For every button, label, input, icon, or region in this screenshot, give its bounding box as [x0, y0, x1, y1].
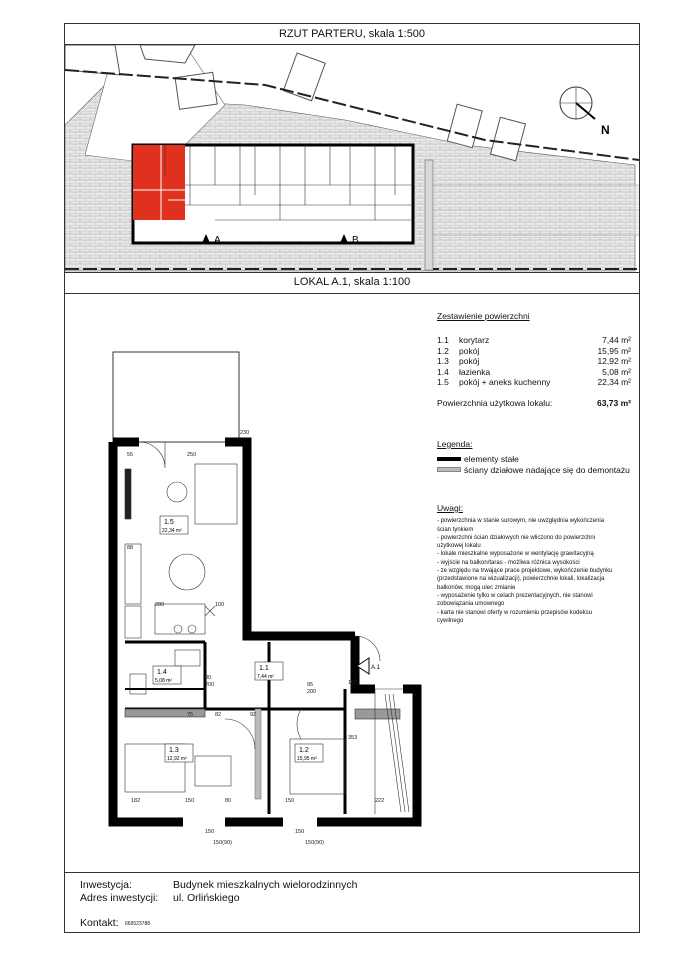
- dimension: 82: [215, 712, 222, 718]
- investment-label: Inwestycja:: [80, 879, 132, 891]
- note-line: - lokale mieszkalne wyposażone w wentylację grawitacyjną: [437, 551, 594, 558]
- room-number: 1.4: [157, 669, 167, 676]
- room-area: 5,08 m²: [155, 678, 172, 684]
- dimension: 105: [348, 680, 358, 686]
- divider: [65, 872, 639, 873]
- dimension: 182: [131, 798, 141, 804]
- dimension: 80: [225, 798, 232, 804]
- note-line: - karta nie stanowi oferty w rozumieniu przepisów kodeksu: [437, 609, 593, 616]
- dimension: 92: [250, 712, 257, 718]
- dimension: 88: [127, 545, 134, 551]
- section-a-label: A: [214, 235, 221, 246]
- note-line: - wyjście na balkon/taras - możliwa różnica wysokości: [437, 559, 580, 566]
- dimension: 150: [205, 829, 215, 835]
- note-line: - ze względu na trwające prace projektowe, wykończenie budynku: [437, 568, 613, 575]
- address-value: ul. Orlińskiego: [173, 892, 240, 904]
- site-plan-drawing: [65, 45, 639, 272]
- dimension: 150(90): [213, 840, 232, 846]
- drawing-sheet: [64, 23, 640, 933]
- table-row: 1.5 pokój + aneks kuchenny 22,34 m²: [437, 377, 631, 387]
- legend-item: ściany działowe nadające się do demontażu: [437, 464, 641, 475]
- room-number: 1.5: [164, 519, 174, 526]
- contact-label: Kontakt:: [80, 917, 119, 929]
- dimension: 75: [187, 712, 194, 718]
- note-line: zobowiązania umownego: [437, 601, 505, 608]
- site-plan-title: RZUT PARTERU, skala 1:500: [278, 28, 426, 40]
- unit-floor-plan: [105, 344, 425, 854]
- note-line: ścian tynkiem: [437, 526, 474, 533]
- dimension: 200: [307, 689, 317, 695]
- dimension: 230: [240, 430, 250, 436]
- room-number: 1.1: [259, 665, 269, 672]
- contact-value: 669523788: [125, 921, 151, 927]
- divider: [65, 293, 639, 294]
- areas-table: [437, 311, 637, 408]
- entrance-label: A.1: [371, 665, 381, 671]
- unit-plan-title: LOKAL A.1, skala 1:100: [293, 276, 411, 288]
- dimension: 150: [285, 798, 295, 804]
- room-area: 15,95 m²: [297, 756, 317, 762]
- dimension: 353: [348, 735, 358, 741]
- room-area: 12,92 m²: [167, 756, 187, 762]
- room-area: 7,44 m²: [257, 674, 274, 680]
- room-number: 1.2: [299, 747, 309, 754]
- note-line: - powierzchnia w stanie surowym, nie uwzględnia wykończenia: [437, 518, 605, 525]
- table-row: 1.3 pokój 12,92 m²: [437, 356, 631, 366]
- dimension: 150: [295, 829, 305, 835]
- north-label: N: [601, 123, 610, 137]
- note-line: balkonów, mogą ulec zmianie: [437, 584, 516, 591]
- dimension: 95: [307, 682, 314, 688]
- areas-table-title: Zestawienie powierzchni: [437, 311, 530, 321]
- section-b-label: B: [352, 235, 359, 246]
- note-line: cywilnego: [437, 617, 464, 624]
- note-line: - powierzchni ścian działowych nie wliczono do powierzchni: [437, 534, 596, 541]
- dimension: 280: [155, 602, 165, 608]
- dimension: 55: [127, 452, 134, 458]
- table-row: 1.4 łazienka 5,08 m²: [437, 366, 631, 377]
- table-row: 1.1 korytarz 7,44 m²: [437, 335, 631, 345]
- solid-wall-swatch: [437, 457, 461, 461]
- dimension: 250: [187, 452, 197, 458]
- investment-value: Budynek mieszkalnych wielorodzinnych: [173, 879, 358, 891]
- note-line: - wyposażenie tylko w celach prezentacyjnych, nie stanowi: [437, 592, 593, 599]
- notes: [437, 504, 637, 625]
- legend-title: Legenda:: [437, 439, 473, 449]
- divider: [65, 272, 639, 273]
- room-area: 22,34 m²: [162, 528, 182, 534]
- dimension: 150(90): [305, 840, 324, 846]
- room-number: 1.3: [169, 747, 179, 754]
- table-row: 1.2 pokój 15,95 m²: [437, 345, 631, 356]
- dimension: 100: [215, 602, 225, 608]
- address-label: Adres inwestycji:: [80, 892, 159, 904]
- dimension: 80: [205, 675, 212, 681]
- dimension: 150: [185, 798, 195, 804]
- legend: [437, 439, 641, 475]
- dimension: 222: [375, 798, 385, 804]
- note-line: (przedstawione na wizualizacji), powierzchnie lokali, lokalizacja: [437, 576, 605, 583]
- dimension: 200: [205, 682, 215, 688]
- legend-item: elementy stałe: [437, 453, 641, 464]
- demountable-wall-swatch: [437, 467, 461, 472]
- notes-title: Uwagi:: [437, 503, 463, 513]
- total-area-row: Powierzchnia użytkowa lokalu: 63,73 m²: [437, 397, 631, 408]
- note-line: użytkowej lokalu: [437, 543, 481, 550]
